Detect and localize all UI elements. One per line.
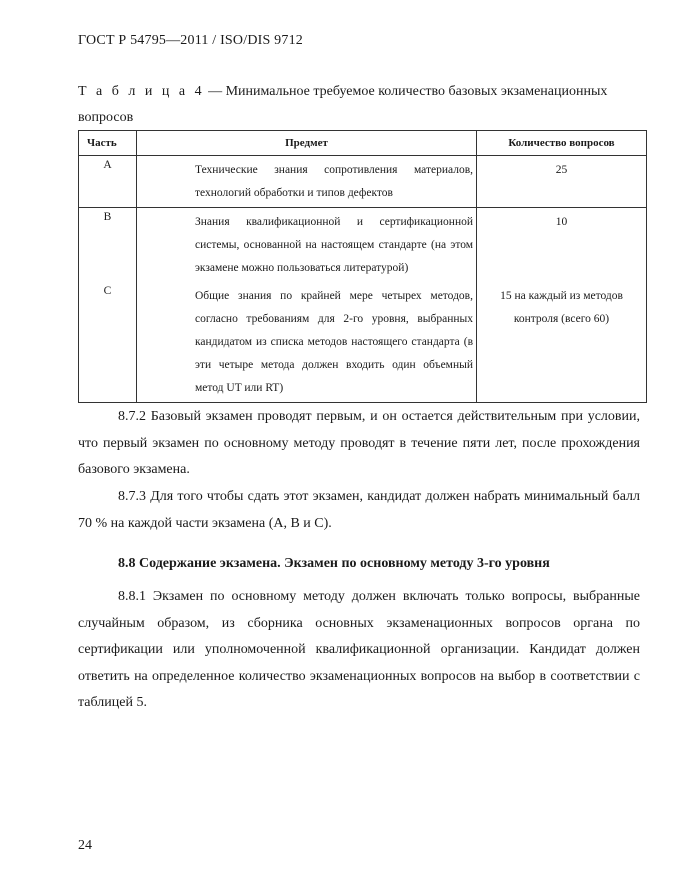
table-row — [79, 156, 647, 208]
paragraph-8-7-3: 8.7.3 Для того чтобы сдать этот экзамен, кандидат должен набрать минимальный балл 70 % на каждой части экзамена (А, В и С). — [78, 489, 640, 531]
cell-count: 10 — [477, 208, 647, 283]
paragraph-8-8-1: 8.8.1 Экзамен по основному методу должен включать только вопросы, выбранные случайным образом, из сборника основных экзаменационных вопросов органа по сертификации или уполномоченной квалификационной организации. Кандидат должен ответить на определенное количество экзаменационных вопросов на выбор в соответствии с таблицей 5. — [78, 589, 640, 710]
column-header-part: Часть — [79, 131, 137, 156]
cell-part: В — [79, 208, 137, 283]
document-header: ГОСТ Р 54795—2011 / ISO/DIS 9712 — [78, 33, 303, 48]
cell-count: 25 — [477, 156, 647, 208]
table-row — [79, 282, 647, 403]
table-row — [79, 208, 647, 283]
table-caption — [78, 79, 638, 131]
cell-subject — [137, 156, 477, 208]
table-header-row — [79, 131, 647, 156]
exam-questions-table — [78, 130, 647, 403]
column-header-count: Количество вопросов — [477, 131, 647, 156]
table-caption-text: — Минимальное требуемое количество базовых экзаменационных вопросов — [78, 84, 608, 125]
cell-subject-text: Общие знания по крайней мере четырех методов, согласно требованиям для 2-го уровня, выбранных кандидатом из списка методов настоящего стандарта (в эти четыре метода должен входить один объемный метод UT или RT) — [195, 290, 473, 394]
cell-subject-text: Знания квалификационной и сертификационной системы, основанной на настоящем стандарте (на этом экзамене можно пользоваться литературой) — [195, 216, 473, 274]
cell-part: А — [79, 156, 137, 208]
section-title-8-8: 8.8 Содержание экзамена. Экзамен по основному методу 3-го уровня — [118, 556, 550, 571]
cell-part: С — [79, 282, 137, 403]
cell-count — [477, 282, 647, 403]
cell-subject — [137, 282, 477, 403]
page-number: 24 — [78, 838, 92, 853]
cell-count-text: 15 на каждый из методов контроля (всего 60) — [500, 290, 623, 325]
cell-subject-text: Технические знания сопротивления материалов, технологий обработки и типов дефектов — [195, 164, 473, 199]
cell-subject — [137, 208, 477, 283]
column-header-subject: Предмет — [137, 131, 477, 156]
paragraph-8-7-2: 8.7.2 Базовый экзамен проводят первым, и он остается действительным при условии, что первый экзамен по основному методу проводят в течение пяти лет, после прохождения базового экзамена. — [78, 409, 640, 477]
table-caption-label: Т а б л и ц а 4 — [78, 84, 205, 99]
